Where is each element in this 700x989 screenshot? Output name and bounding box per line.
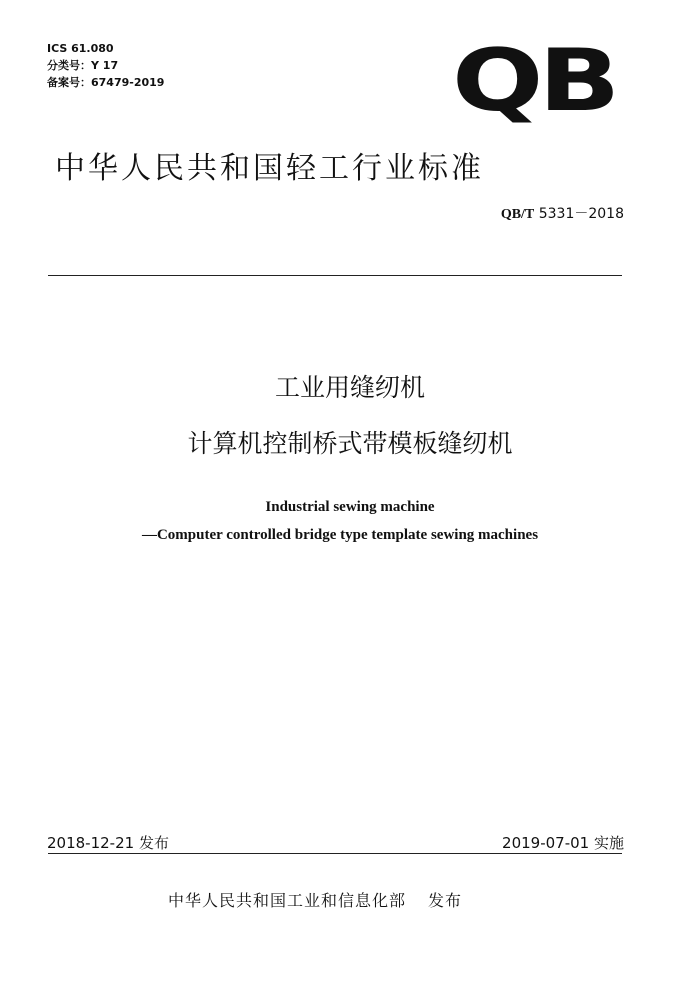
title-en-line1: Industrial sewing machine xyxy=(265,499,435,515)
issue-date: 2018-12-21 发布 xyxy=(47,834,169,852)
standard-number xyxy=(501,203,624,223)
effective-date: 2019-07-01 实施 xyxy=(502,834,624,852)
issuer-action: 发布 xyxy=(428,891,463,910)
top-divider xyxy=(48,275,622,276)
ics-code: ICS 61.080 xyxy=(47,42,114,55)
standard-prefix: QB/T xyxy=(500,207,535,222)
standard-meta xyxy=(47,40,164,91)
classification-number: 分类号：Y 17 xyxy=(47,59,119,72)
issuer-line xyxy=(168,888,462,911)
bottom-divider xyxy=(48,853,622,854)
title-cn-line1: 工业用缝纫机 xyxy=(274,373,425,402)
qb-logo: QB xyxy=(452,31,616,131)
ministry-standard-title: 中华人民共和国轻工行业标准 xyxy=(55,151,484,186)
issuer-name: 中华人民共和国工业和信息化部 xyxy=(168,891,407,910)
standard-code: 5331－2018 xyxy=(534,206,624,222)
title-cn-line2: 计算机控制桥式带模板缝纫机 xyxy=(187,429,513,458)
title-en-line2: —Computer controlled bridge type template sewing machines xyxy=(141,527,539,543)
filing-number: 备案号：67479-2019 xyxy=(47,76,165,89)
